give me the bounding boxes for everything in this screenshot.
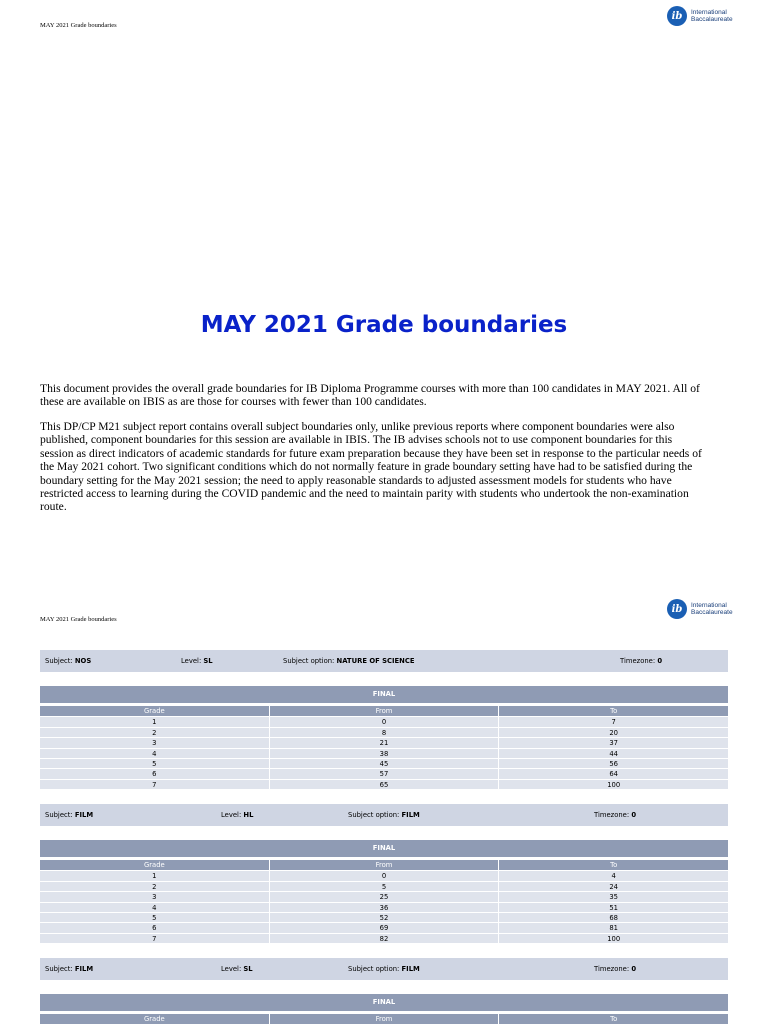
grade-boundary-table (40, 840, 728, 943)
grade-column-header: Grade (143, 861, 165, 869)
to-cell: 100 (498, 780, 728, 789)
level-field-value: SL (243, 965, 253, 973)
from-cell: 65 (269, 780, 499, 789)
level-field-value: HL (243, 811, 254, 819)
table-row (40, 912, 728, 922)
subject-field-label: Subject: (45, 657, 75, 665)
to-cell: 44 (498, 749, 728, 758)
from-cell: 25 (269, 892, 499, 901)
column-header-row (40, 1014, 728, 1024)
subject-option-field (348, 965, 420, 973)
level-field-label: Level: (221, 965, 244, 973)
subject-option-field (283, 657, 415, 665)
subject-option-field-value: NATURE OF SCIENCE (336, 657, 415, 665)
timezone-field (594, 811, 636, 819)
subject-field-value: FILM (74, 811, 94, 819)
from-cell: 69 (269, 923, 499, 932)
ib-logo (667, 6, 733, 26)
to-column-header: To (498, 1014, 728, 1024)
intro-paragraph: This document provides the overall grade boundaries for IB Diploma Programme courses with more than 100 candidates in MAY 2021. All of these are available on IBIS as are those for courses with fewer than 100 candidates. (40, 382, 700, 409)
from-cell: 38 (269, 749, 499, 758)
from-column-header: From (269, 1014, 499, 1024)
to-cell: 81 (498, 923, 728, 932)
subject-field-value: NOS (74, 657, 92, 665)
grade-cell: 4 (152, 903, 157, 912)
subject-field-value: FILM (74, 965, 94, 973)
grade-boundary-table (40, 994, 728, 1024)
to-cell: 24 (498, 882, 728, 891)
from-cell: 45 (269, 759, 499, 768)
report-paragraph: This DP/CP M21 subject report contains overall subject boundaries only, unlike previous reports where component boundaries were also published, component boundaries for this session are available in IBIS. The IB advises schools not to use component boundaries for this session as direct indicators of academic standards for future exam preparation because they have been set in response to the particular needs of the May 2021 cohort. Two significant conditions which do not normally feature in grade boundary setting have had to be satisfied during the boundary setting for the May 2021 session; the need to apply reasonable standards to adjusted assessment models for students who have restricted access to learning during the COVID pandemic and the need to maintain parity with students who undertook the non-examination route. (40, 420, 702, 514)
from-cell: 36 (269, 903, 499, 912)
timezone-field-label: Timezone: (594, 811, 632, 819)
to-cell: 100 (498, 934, 728, 943)
subject-option-field-value: FILM (401, 811, 420, 819)
timezone-field-value: 0 (631, 965, 637, 973)
subject-option-field-value: FILM (401, 965, 420, 973)
column-header-row (40, 706, 728, 716)
from-cell: 82 (269, 934, 499, 943)
subject-field (45, 657, 91, 665)
grade-cell: 5 (152, 759, 157, 768)
level-field-label: Level: (221, 811, 244, 819)
from-cell: 57 (269, 769, 499, 778)
to-cell: 37 (498, 738, 728, 747)
subject-option-field-label: Subject option: (348, 965, 402, 973)
table-row (40, 779, 728, 789)
from-column-header: From (269, 706, 499, 716)
running-header-page2: MAY 2021 Grade boundaries (40, 616, 117, 623)
table-row (40, 891, 728, 901)
to-cell: 51 (498, 903, 728, 912)
subject-option-field-label: Subject option: (348, 811, 402, 819)
final-header: FINAL (40, 994, 728, 1011)
grade-cell: 2 (152, 728, 157, 737)
from-cell: 0 (269, 717, 499, 726)
to-cell: 35 (498, 892, 728, 901)
to-cell: 68 (498, 913, 728, 922)
timezone-field-value: 0 (631, 811, 637, 819)
subject-field (45, 811, 93, 819)
subject-field-label: Subject: (45, 811, 75, 819)
final-header: FINAL (40, 686, 728, 703)
subject-field-label: Subject: (45, 965, 75, 973)
from-cell: 0 (269, 871, 499, 880)
grade-cell: 6 (152, 770, 157, 779)
to-cell: 64 (498, 769, 728, 778)
final-header: FINAL (40, 840, 728, 857)
grade-cell: 7 (152, 780, 157, 789)
grade-cell: 6 (152, 924, 157, 933)
timezone-field-label: Timezone: (620, 657, 658, 665)
running-header: MAY 2021 Grade boundaries (40, 22, 117, 29)
grade-boundary-table (40, 686, 728, 789)
from-cell: 8 (269, 728, 499, 737)
subject-option-field (348, 811, 420, 819)
to-cell: 20 (498, 728, 728, 737)
subject-field (45, 965, 93, 973)
level-field-value: SL (203, 657, 213, 665)
to-cell: 56 (498, 759, 728, 768)
table-row (40, 768, 728, 778)
grade-cell: 5 (152, 913, 157, 922)
ib-wordmark: International Baccalaureate (691, 601, 733, 616)
to-column-header: To (498, 706, 728, 716)
subject-option-field-label: Subject option: (283, 657, 337, 665)
subject-info-bar (40, 804, 728, 826)
from-cell: 52 (269, 913, 499, 922)
table-row (40, 758, 728, 768)
timezone-field-label: Timezone: (594, 965, 632, 973)
table-row (40, 737, 728, 747)
grade-cell: 2 (152, 882, 157, 891)
to-column-header: To (498, 860, 728, 870)
ib-logo-page2 (667, 599, 733, 619)
subject-info-bar (40, 650, 728, 672)
table-row (40, 933, 728, 943)
timezone-field (620, 657, 662, 665)
grade-cell: 7 (152, 934, 157, 943)
table-row (40, 716, 728, 726)
grade-cell: 1 (152, 718, 157, 727)
level-field (181, 657, 213, 665)
grade-cell: 1 (152, 872, 157, 881)
from-column-header: From (269, 860, 499, 870)
ib-mark-icon: ib (667, 6, 687, 26)
grade-cell: 3 (152, 739, 157, 748)
to-cell: 7 (498, 717, 728, 726)
grade-cell: 4 (152, 749, 157, 758)
from-cell: 5 (269, 882, 499, 891)
to-cell: 4 (498, 871, 728, 880)
level-field-label: Level: (181, 657, 204, 665)
ib-wordmark: International Baccalaureate (691, 8, 733, 23)
grade-cell: 3 (152, 893, 157, 902)
timezone-field-value: 0 (657, 657, 663, 665)
from-cell: 21 (269, 738, 499, 747)
level-field (221, 965, 253, 973)
page-title: MAY 2021 Grade boundaries (200, 312, 568, 338)
ib-mark-icon: ib (667, 599, 687, 619)
table-row (40, 727, 728, 737)
table-row (40, 748, 728, 758)
table-row (40, 902, 728, 912)
table-row (40, 922, 728, 932)
level-field (221, 811, 253, 819)
timezone-field (594, 965, 636, 973)
grade-column-header: Grade (143, 707, 165, 715)
grade-column-header: Grade (143, 1015, 165, 1023)
table-row (40, 870, 728, 880)
subject-info-bar (40, 958, 728, 980)
column-header-row (40, 860, 728, 870)
table-row (40, 881, 728, 891)
